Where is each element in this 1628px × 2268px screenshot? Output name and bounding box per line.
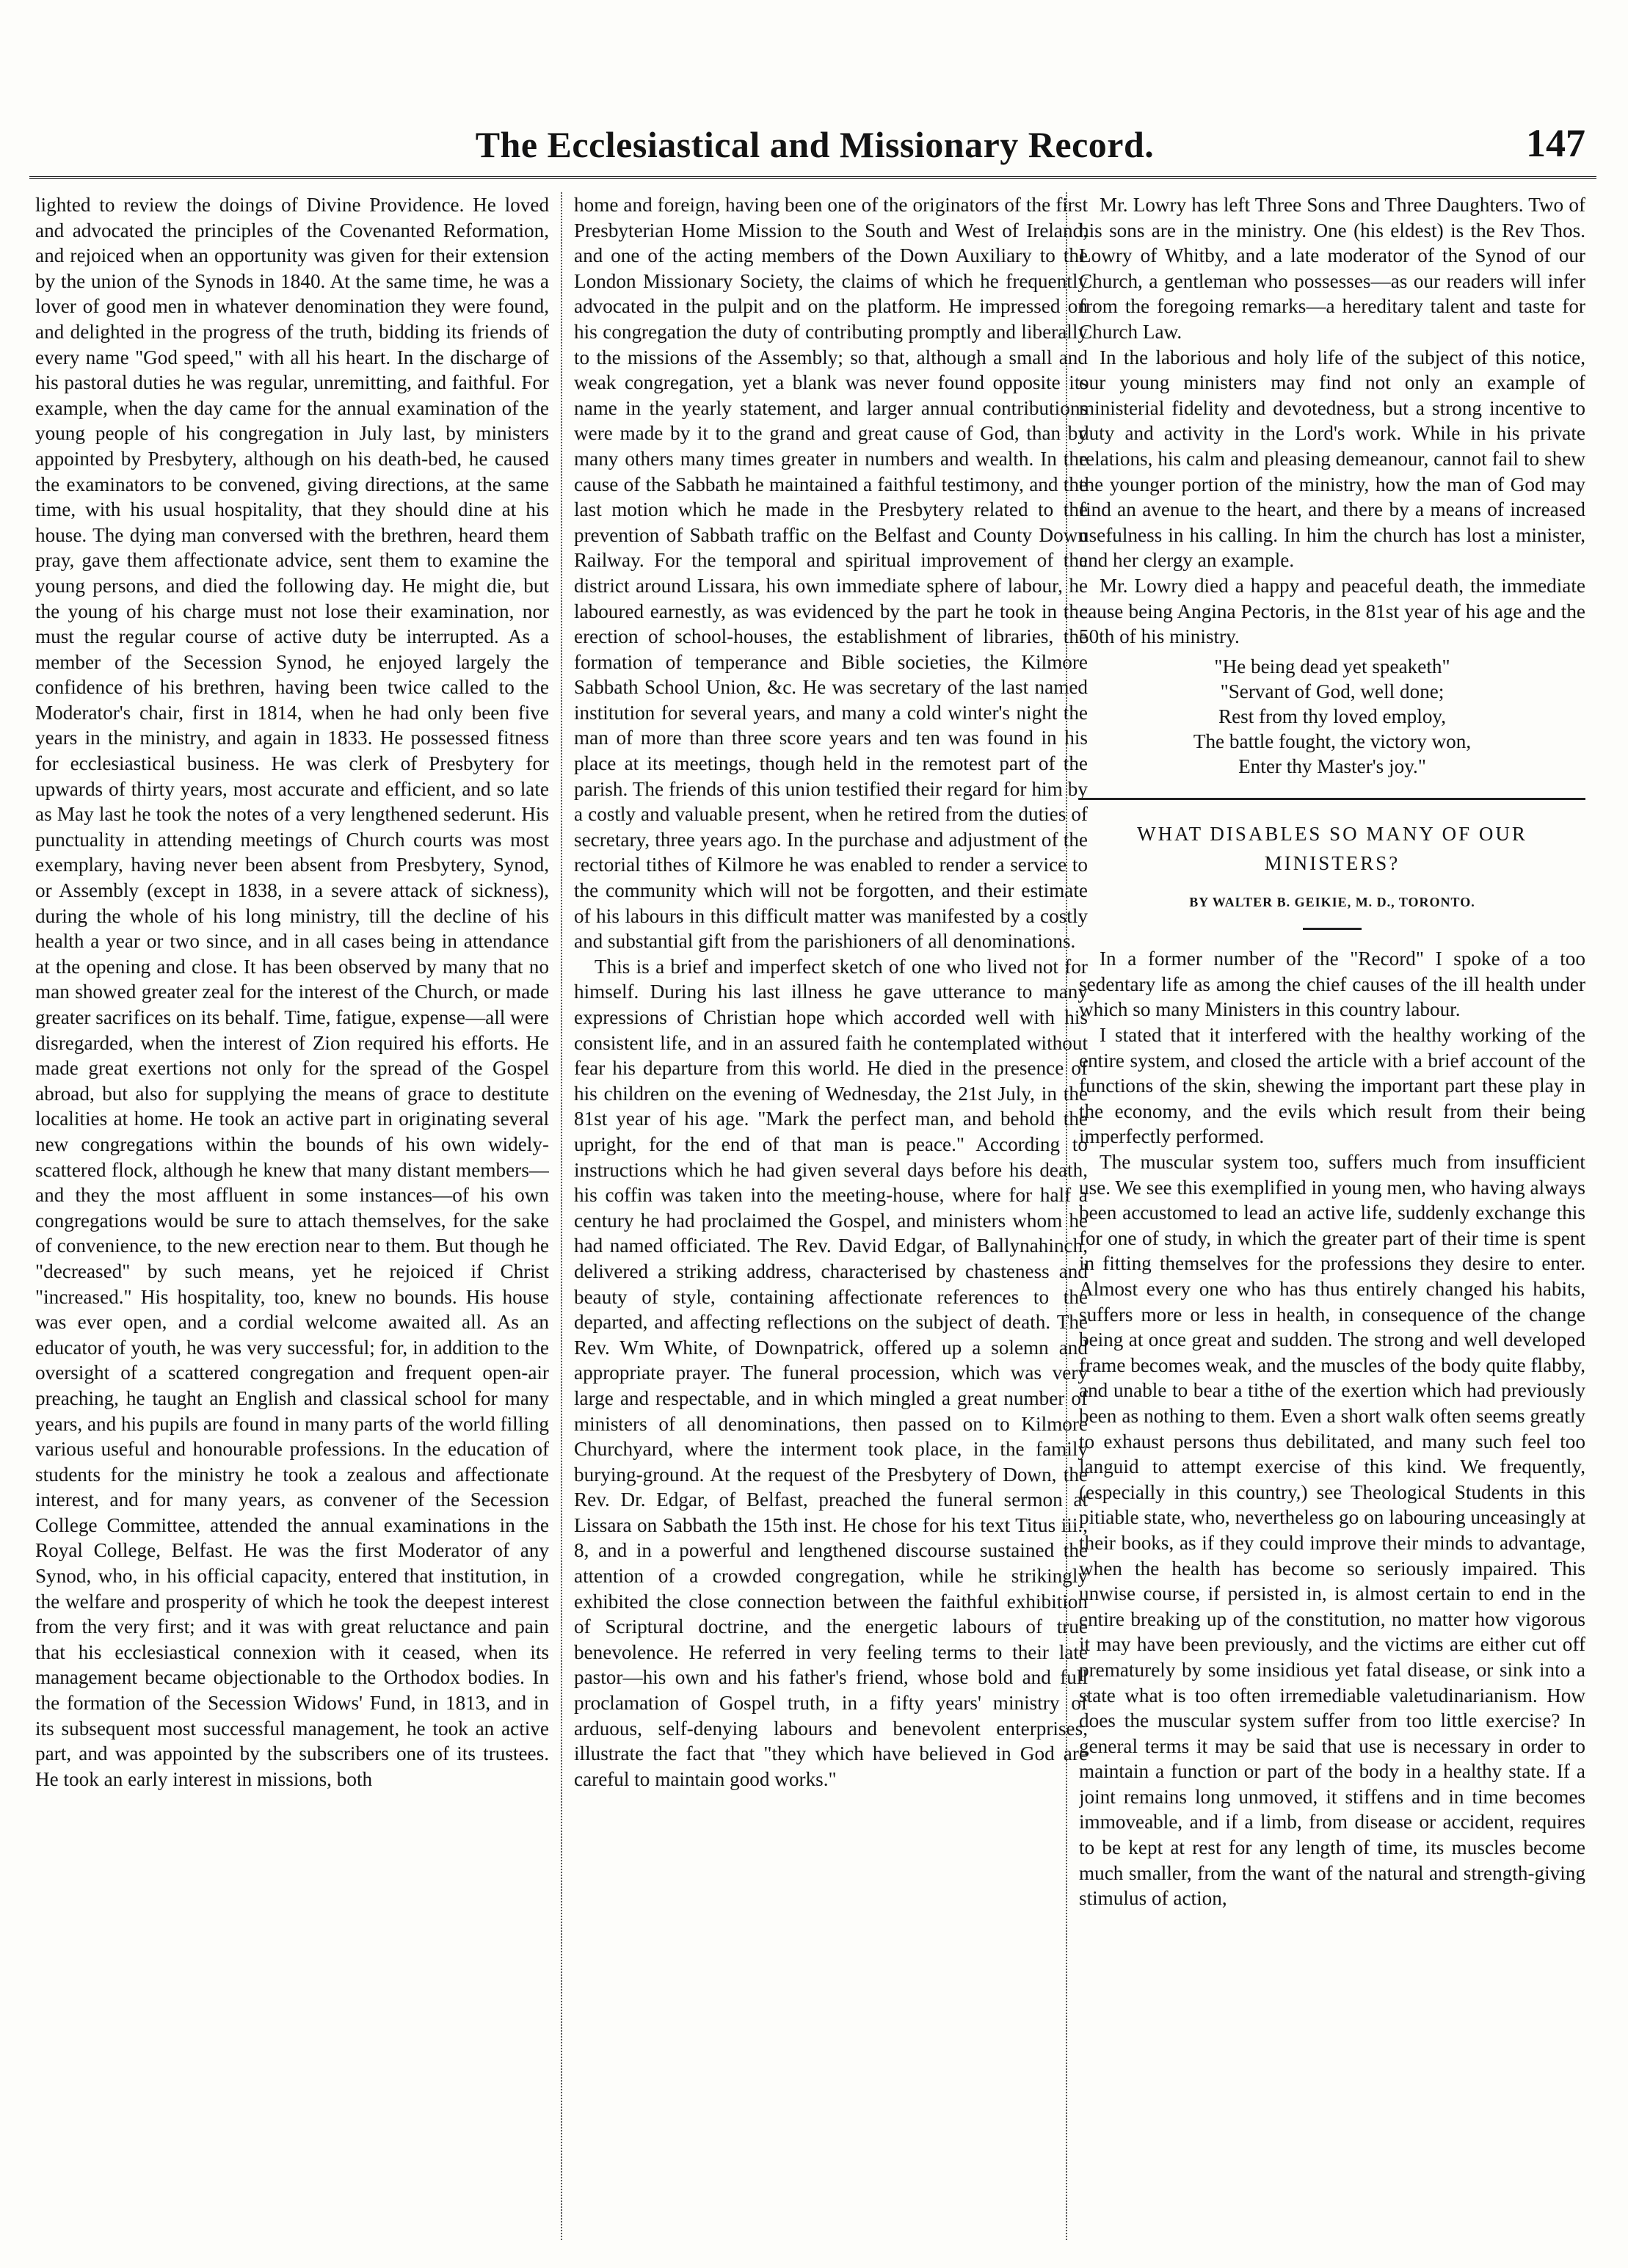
article-title: WHAT DISABLES SO MANY OF OUR MINISTERS? (1137, 822, 1527, 874)
article-byline: BY WALTER B. GEIKIE, M. D., TORONTO. (1189, 894, 1475, 909)
obituary-paragraph: home and foreign, having been one of the originators of the first Presbyterian Home Mission to the South and West of Ireland, and one of the acting members of the Down Auxiliary to the London Missionary Society, the claims of which he frequently advocated in the pulpit and on the platform. He impressed on his congregation the duty of contributing promptly and liberally to the missions of the Assembly; so that, although a small and weak congregation, yet a blank was never found opposite its name in the yearly statement, and larger annual contributions were made by it to the grand and great cause of God, than by many others many times greater in numbers and wealth. In the cause of the Sabbath he maintained a faithful testimony, and the last motion which he made in the Presbytery related to the prevention of Sabbath traffic on the Belfast and County Down Railway. For the temporal and spiritual improvement of the district around Lissara, his own immediate sphere of labour, he laboured earnestly, as was evidenced by the part he took in the erection of school-houses, the establishment of libraries, the formation of temperance and Bible societies, the Kilmore Sabbath School Union, &c. He was secretary of the last named institution for several years, and many a cold winter's night the man of more than three score years and ten was found in his place at its meetings, though held in the remotest part of the parish. The friends of this union testified their regard for him by a costly and valuable present, when he retired from the duties of secretary, three years ago. In the purchase and adjustment of the rectorial tithes of Kilmore he was enabled to render a service to the community which will not be forgotten, and their estimate of his labours in this difficult matter was manifested by a costly and substantial gift from the parishioners of all denominations. (574, 194, 1088, 953)
column-3 (1079, 192, 1585, 2233)
memorial-verse (1079, 654, 1585, 779)
column-divider (561, 192, 562, 2240)
obituary-paragraph: In the laborious and holy life of the subject of this notice, our young ministers may find not only an example of ministerial fidelity and devotedness, but a strong incentive to duty and activity in the Lord's work. While in his private relations, his calm and pleasing demeanour, cannot fail to shew the younger portion of the ministry, how the man of God may find an avenue to the heart, and there by a means of increased usefulness in his calling. In him the church has lost a minister, and her clergy an example. (1079, 346, 1585, 572)
obituary-paragraph: This is a brief and imperfect sketch of one who lived not for himself. During his last illness he gave utterance to many expressions of Christian hope which accorded well with his consistent life, and in an assured faith he contemplated without fear his departure from this world. He died in the presence of his children on the evening of Wednesday, the 21st July, in the 81st year of his age. "Mark the perfect man, and behold the upright, for the end of that man is peace." According to instructions which he had given several days before his death, his coffin was taken into the meeting-house, where for half a century he had proclaimed the Gospel, and ministers whom he had named officiated. The Rev. David Edgar, of Ballynahinch, delivered a striking address, characterised by chasteness and beauty of style, containing affectionate references to the departed, and affecting reflections on the subject of death. The Rev. Wm White, of Downpatrick, offered up a solemn and appropriate prayer. The funeral procession, which was very large and respectable, and in which mingled a great number of ministers of all denominations, then passed on to Kilmore Churchyard, where the interment took place, in the family burying-ground. At the request of the Presbytery of Down, the Rev. Dr. Edgar, of Belfast, preached the funeral sermon at Lissara on Sabbath the 15th inst. He chose for his text Titus iii., 8, and in a powerful and lengthened discourse sustained the attention of a crowded congregation, while he strikingly exhibited the close connection between the faithful exhibition of Scriptural doctrine, and the energetic labours of true benevolence. He referred in very feeling terms to their late pastor—his own and his father's friend, whose bold and full proclamation of Gospel truth, in a fifty years' ministry of arduous, self-denying labours and benevolent enterprises, illustrate the fact that "they which have believed in God are careful to maintain good works." (574, 955, 1088, 1790)
byline-rule (1303, 928, 1362, 930)
article-paragraph: I stated that it interfered with the healthy working of the entire system, and closed the article with a brief account of the functions of the skin, shewing the important part these play in the economy, and the evils which result from their being imperfectly performed. (1079, 1024, 1585, 1148)
column-2 (574, 192, 1088, 2233)
verse-line: The battle fought, the victory won, (1193, 730, 1472, 752)
verse-line: Rest from thy loved employ, (1218, 705, 1447, 727)
obituary-paragraph: Mr. Lowry died a happy and peaceful death, the immediate cause being Angina Pectoris, in the 81st year of his age and the 50th of his ministry. (1079, 574, 1585, 648)
obituary-paragraph: lighted to review the doings of Divine Providence. He loved and advocated the principles of the Covenanted Reformation, and rejoiced when an opportunity was given for their extension by the union of the Synods in 1840. At the same time, he was a lover of good men in whatever denomination they were found, and delighted in the progress of the truth, bidding its friends of every name "God speed," with all his heart. In the discharge of his pastoral duties he was regular, unremitting, and faithful. For example, when the day came for the annual examination of the young people of his congregation in July last, by ministers appointed by Presbytery, although on his death-bed, he caused the examinators to be convened, giving directions, at the same time, with his usual hospitality, that they should dine at his house. The dying man conversed with the brethren, heard them pray, gave them affectionate advice, sent them to examine the young persons, and died the following day. He might die, but the young of his charge must not lose their examination, nor must the regular course of active duty be interrupted. As a member of the Secession Synod, he enjoyed largely the confidence of his brethren, having been twice called to the Moderator's chair, first in 1814, when he had only been five years in the ministry, and again in 1833. He possessed fitness for ecclesiastical business. He was clerk of Presbytery for upwards of thirty years, most accurate and efficient, and so late as May last he took the notes of a very lengthened sederunt. His punctuality in attending meetings of Church courts was most exemplary, having never been absent from Presbytery, Synod, or Assembly (except in 1838, in a severe attack of sickness), during the whole of his long ministry, till the decline of his health a year or two since, and in all cases being in attendance at the opening and close. It has been observed by many that no man showed greater zeal for the interest of the Church, or made greater sacrifices on its behalf. Time, fatigue, expense—all were disregarded, when the interest of Zion required his efforts. He made great exertions not only for the spread of the Gospel abroad, but also for supplying the means of grace to destitute localities at home. He took an active part in originating several new congregations within the bounds of his own widely-scattered flock, although he knew that many distant members—and they the most affluent in some instances—of his own congregations would be sure to attach themselves, for the sake of convenience, to the new erection near to them. But though he "decreased" by such means, yet he rejoiced if Christ "increased." His hospitality, too, knew no bounds. His house was ever open, and a cordial welcome awaited all. As an educator of youth, he was very successful; for, in addition to the oversight of a scattered congregation and frequent open-air preaching, he taught an English and classical school for many years, and his pupils are found in many parts of the world filling various useful and honourable professions. In the education of students for the ministry he took a zealous and affectionate interest, and for many years, as convener of the Secession College Committee, attended the annual examinations in the Royal College, Belfast. He was the first Moderator of any Synod, who, in his official capacity, entered that institution, in the welfare and prosperity of which he took the deepest interest from the very first; and it was with great reluctance and pain that his ecclesiastical connexion with it ceased, when its management became objectionable to the Orthodox bodies. In the formation of the Secession Widows' Fund, in 1813, and in its subsequent most successful management, he took an active part, and was appointed by the subscribers one of its trustees. He took an early interest in missions, both (35, 194, 549, 1790)
section-rule (1079, 798, 1585, 800)
obituary-paragraph: Mr. Lowry has left Three Sons and Three Daughters. Two of his sons are in the ministry. One (his eldest) is the Rev Thos. Lowry of Whitby, and a late moderator of the Synod of our Church, a gentleman who possesses—as our readers will infer from the foregoing remarks—a hereditary talent and taste for Church Law. (1079, 194, 1585, 343)
publication-title: The Ecclesiastical and Missionary Record. (475, 124, 1155, 165)
article-paragraph: The muscular system too, suffers much from insufficient use. We see this exemplified in young men, who having always been accustomed to lead an active life, suddenly exchange this for one of study, in which the greater part of their time is spent in fitting themselves for the professions they desire to enter. Almost every one who has thus entirely changed his habits, suffers more or less in health, in consequence of the change being at once great and sudden. The strong and well developed frame becomes weak, and the muscles of the body quite flabby, and unable to bear a tithe of the exertion which had previously been as nothing to them. Even a short walk often seems greatly to exhaust persons thus debilitated, and many such feel too languid to attempt exercise of this kind. We frequently, (especially in this country,) see Theological Students in this pitiable state, who, nevertheless go on labouring unceasingly at their books, as if they could improve their minds to advantage, when the health has become so seriously impaired. This unwise course, if persisted in, is almost certain to end in the entire breaking up of the constitution, no matter how vigorous it may have been previously, and the victims are either cut off prematurely by some insidious yet fatal disease, or sink into a state what is too often irremediable valetudinarianism. How does the muscular system suffer from too little exercise? In general terms it may be said that use is necessary in order to maintain a function or part of the body in a healthy state. If a joint remains long unmoved, it stiffens and in time becomes immoveable, and if a limb, from disease or accident, requires to be kept at rest for any length of time, its muscles become much smaller, from the want of the natural and strength-giving stimulus of action, (1079, 1151, 1585, 1910)
header-rule (29, 176, 1596, 179)
page-number: 147 (1526, 121, 1585, 165)
article-paragraph: In a former number of the "Record" I spoke of a too sedentary life as among the chief causes of the ill health under which so many Ministers in this country labour. (1079, 948, 1585, 1021)
verse-line: "He being dead yet speaketh" (1214, 655, 1450, 677)
page-header (29, 110, 1600, 169)
verse-line: Enter thy Master's joy." (1238, 755, 1426, 777)
column-1 (35, 192, 549, 2233)
verse-line: "Servant of God, well done; (1220, 680, 1445, 702)
